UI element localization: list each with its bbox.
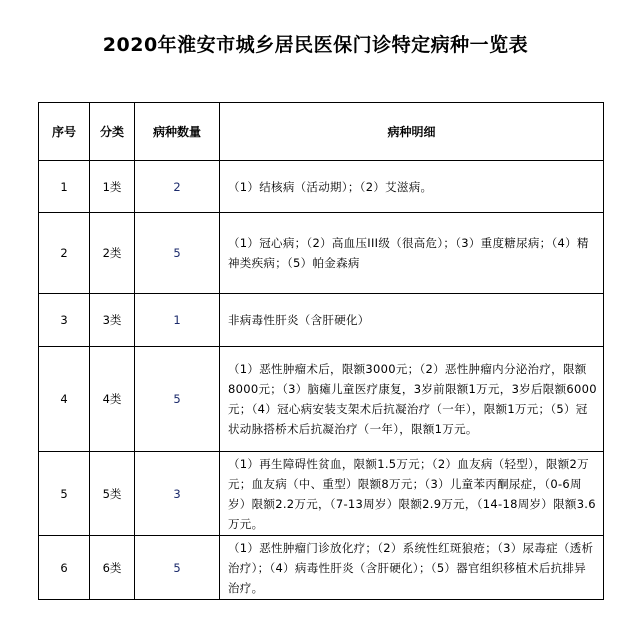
table-row bbox=[39, 452, 604, 536]
document-title: 2020年淮安市城乡居民医保门诊特定病种一览表 bbox=[102, 34, 529, 56]
category-cell: 3类 bbox=[90, 294, 135, 347]
serial-number-cell: 1 bbox=[39, 161, 90, 213]
category-cell: 5类 bbox=[90, 452, 135, 536]
serial-number-cell: 4 bbox=[39, 347, 90, 452]
disease-count-cell: 5 bbox=[135, 213, 220, 294]
header-disease-detail: 病种明细 bbox=[220, 103, 604, 161]
table-row bbox=[39, 536, 604, 600]
serial-number-cell: 5 bbox=[39, 452, 90, 536]
serial-number-cell: 6 bbox=[39, 536, 90, 600]
disease-count-cell: 5 bbox=[135, 347, 220, 452]
category-cell: 6类 bbox=[90, 536, 135, 600]
table-row bbox=[39, 347, 604, 452]
header-category: 分类 bbox=[90, 103, 135, 161]
serial-number-cell: 3 bbox=[39, 294, 90, 347]
table-row bbox=[39, 213, 604, 294]
disease-count-cell: 2 bbox=[135, 161, 220, 213]
disease-count-cell: 3 bbox=[135, 452, 220, 536]
category-cell: 4类 bbox=[90, 347, 135, 452]
disease-count-cell: 1 bbox=[135, 294, 220, 347]
table-header-row bbox=[39, 103, 604, 161]
table-row bbox=[39, 161, 604, 213]
disease-detail-cell: （1）恶性肿瘤门诊放化疗；（2）系统性红斑狼疮；（3）尿毒症（透析治疗）；（4）病毒性肝炎（含肝硬化）；（5）器官组织移植术后抗排异治疗。 bbox=[220, 536, 604, 600]
header-serial-number: 序号 bbox=[39, 103, 90, 161]
category-cell: 1类 bbox=[90, 161, 135, 213]
special-disease-table bbox=[38, 102, 604, 600]
disease-detail-cell: 非病毒性肝炎（含肝硬化） bbox=[220, 294, 604, 347]
disease-detail-cell: （1）再生障碍性贫血，限额1.5万元；（2）血友病（轻型），限额2万元；血友病（中、重型）限额8万元；（3）儿童苯丙酮尿症，（0-6周岁）限额2.2万元，（7-13周岁）限额2.9万元，（14-18周岁）限额3.6万元。 bbox=[220, 452, 604, 536]
category-cell: 2类 bbox=[90, 213, 135, 294]
disease-detail-cell: （1）结核病（活动期）；（2）艾滋病。 bbox=[220, 161, 604, 213]
serial-number-cell: 2 bbox=[39, 213, 90, 294]
table-row bbox=[39, 294, 604, 347]
disease-detail-cell: （1）冠心病；（2）高血压III级（很高危）；（3）重度糖尿病；（4）精神类疾病；（5）帕金森病 bbox=[220, 213, 604, 294]
disease-detail-cell: （1）恶性肿瘤术后，限额3000元；（2）恶性肿瘤内分泌治疗，限额8000元；（3）脑瘫儿童医疗康复，3岁前限额1万元，3岁后限额6000元；（4）冠心病安装支架术后抗凝治疗（一年），限额1万元；（5）冠状动脉搭桥术后抗凝治疗（一年），限额1万元。 bbox=[220, 347, 604, 452]
disease-count-cell: 5 bbox=[135, 536, 220, 600]
header-disease-count: 病种数量 bbox=[135, 103, 220, 161]
